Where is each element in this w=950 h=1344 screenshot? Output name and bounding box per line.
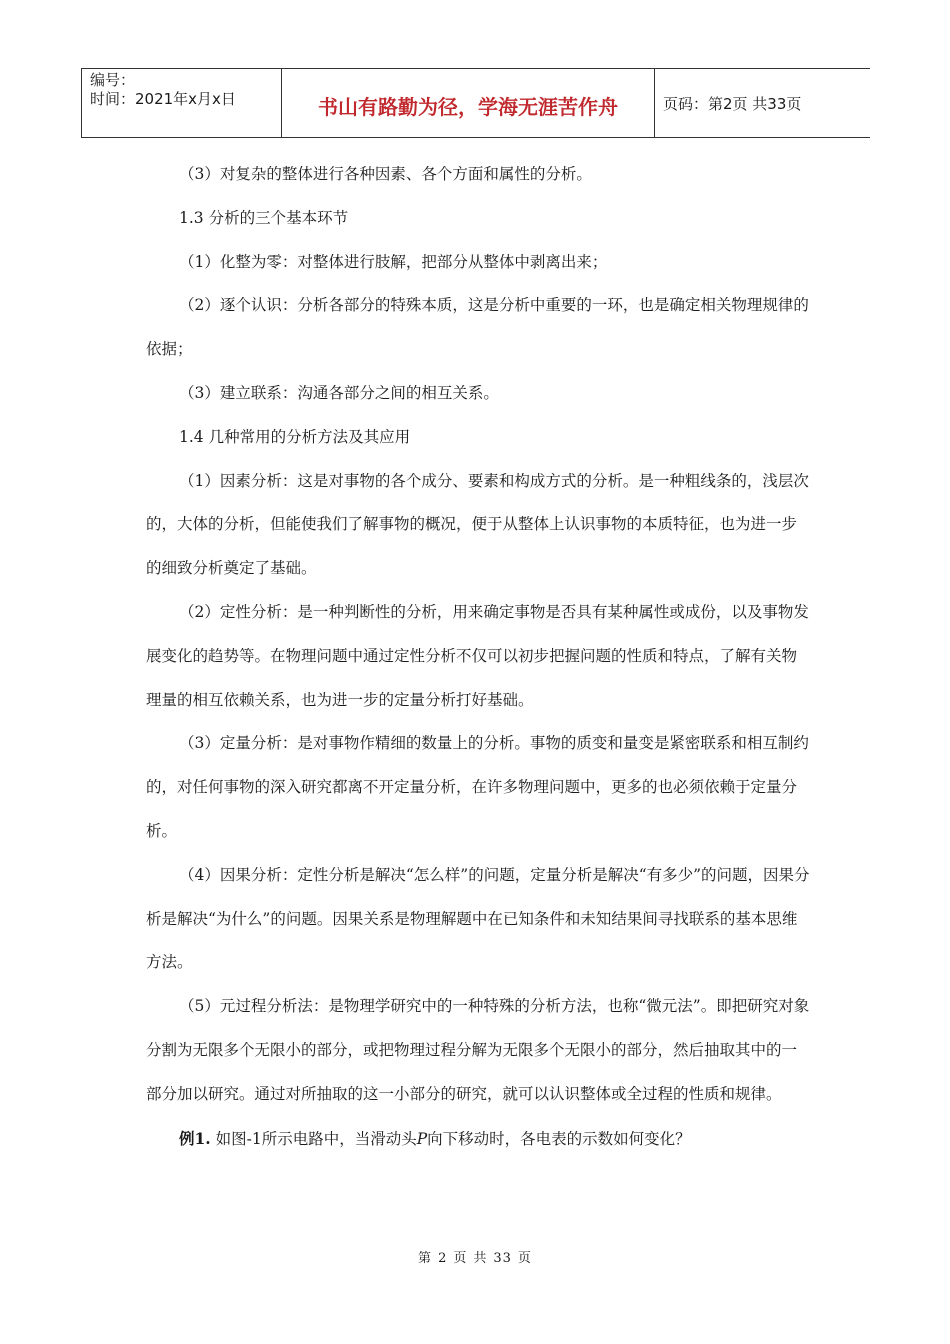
footer-total-pages: 33 (493, 1251, 512, 1266)
paragraph: （3）对复杂的整体进行各种因素、各个方面和属性的分析。 (179, 165, 592, 183)
header-left-cell (81, 69, 282, 137)
document-body (146, 153, 810, 1161)
example-variable: P (416, 1129, 428, 1148)
number-label: 编号： (90, 71, 136, 89)
paragraph: （1）化整为零：对整体进行肢解，把部分从整体中剥离出来； (179, 252, 608, 271)
example-text-a: 如图-1所示电路中，当滑动头 (215, 1129, 417, 1148)
motto-text: 书山有路勤为径，学海无涯苦作舟 (318, 95, 618, 119)
section-heading: 1.4 几种常用的分析方法及其应用 (179, 427, 411, 446)
paragraph: （3）建立联系：沟通各部分之间的相互关系。 (179, 383, 499, 402)
example-text-b: 向下移动时，各电表的示数如何变化？ (427, 1129, 691, 1148)
paragraph: （4）因果分析：定性分析是解决“怎么样”的问题，定量分析是解决“有多少”的问题，因果分析是解决“为什么”的问题。因果关系是物理解题中在已知条件和未知结果间寻找联系的基本思维方法。 (146, 865, 810, 972)
footer-page-number: 2 (438, 1251, 448, 1266)
page-header (81, 68, 870, 138)
paragraph: （2）逐个认识：分析各部分的特殊本质，这是分析中重要的一环，也是确定相关物理规律的依据； (146, 296, 809, 359)
paragraph: （3）定量分析：是对事物作精细的数量上的分析。事物的质变和量变是紧密联系和相互制约的，对任何事物的深入研究都离不开定量分析，在许多物理问题中，更多的也必须依赖于定量分析。 (146, 734, 809, 840)
page-label: 页码：第2页 共33页 (663, 95, 802, 113)
example-question (146, 1117, 810, 1162)
paragraph: （1）因素分析：这是对事物的各个成分、要素和构成方式的分析。是一种粗线条的，浅层次的，大体的分析，但能使我们了解事物的概况，便于从整体上认识事物的本质特征，也为进一步的细致分析奠定了基础。 (146, 471, 809, 578)
example-label: 例1. (179, 1128, 211, 1148)
footer-ye: 页 (453, 1251, 468, 1266)
header-motto-cell (282, 69, 655, 137)
page-footer (0, 1247, 950, 1266)
paragraph: （2）定性分析：是一种判断性的分析，用来确定事物是否具有某种属性或成份，以及事物发展变化的趋势等。在物理问题中通过定性分析不仅可以初步把握问题的性质和特点，了解有关物理量的相互依赖关系，也为进一步的定量分析打好基础。 (146, 602, 809, 709)
header-page-cell (655, 69, 870, 137)
section-heading: 1.3 分析的三个基本环节 (179, 208, 349, 227)
footer-gong: 共 (473, 1251, 488, 1266)
footer-di: 第 (418, 1251, 433, 1266)
date-label: 时间：2021年x月x日 (90, 90, 236, 108)
paragraph: （5）元过程分析法：是物理学研究中的一种特殊的分析方法，也称“微元法”。即把研究对象分割为无限多个无限小的部分，或把物理过程分解为无限多个无限小的部分，然后抽取其中的一部分加以研究。通过对所抽取的这一小部分的研究，就可以认识整体或全过程的性质和规律。 (146, 997, 810, 1103)
footer-ye: 页 (517, 1251, 532, 1266)
